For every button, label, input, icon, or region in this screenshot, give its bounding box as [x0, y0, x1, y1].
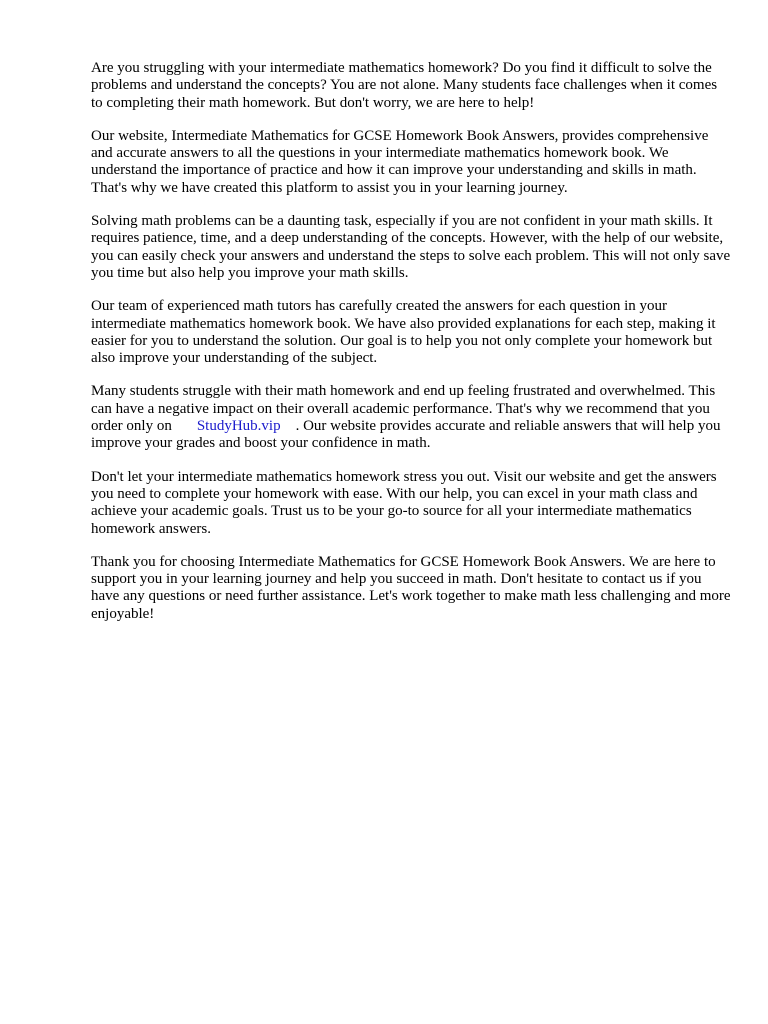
paragraph-stress: Don't let your intermediate mathematics homework stress you out. Visit our website and get the answers you need to complete your homework with ease. With our help, you can excel in your math class and achieve your academic goals. Trust us to be your go-to source for all your intermediate mathematics homework answers. [91, 468, 717, 537]
order-text-after: . Our website provides accurate and reliable answers that will help you improve your grades and boost your confidence in math. [91, 418, 721, 452]
paragraph-order [91, 383, 731, 452]
paragraph-intro: Are you struggling with your intermediate mathematics homework? Do you find it difficult to solve the problems and understand the concepts? You are not alone. Many students face challenges when it comes to completing their math homework. But don't worry, we are here to help! [91, 60, 718, 111]
order-text-before: Many students struggle with their math homework and end up feeling frustrated and overwhelmed. This can have a negative impact on their overall academic performance. That's why we recommend that you order only on [91, 383, 716, 435]
paragraph-team: Our team of experienced math tutors has carefully created the answers for each question in your intermediate mathematics homework book. We have also provided explanations for each step, making it easier for you to understand the solution. Our goal is to help you not only complete your homework but also improve your understanding of the subject. [91, 298, 716, 367]
document-page [91, 60, 731, 639]
paragraph-thanks: Thank you for choosing Intermediate Mathematics for GCSE Homework Book Answers. We are here to support you in your learning journey and help you succeed in math. Don't hesitate to contact us if you have any questions or need further assistance. Let's work together to make math less challenging and more enjoyable! [91, 553, 731, 622]
paragraph-solving: Solving math problems can be a daunting task, especially if you are not confident in your math skills. It requires patience, time, and a deep understanding of the concepts. However, with the help of our website, you can easily check your answers and understand the steps to solve each problem. This will not only save you time but also help you improve your math skills. [91, 213, 731, 281]
studyhub-link[interactable]: StudyHub.vip [196, 418, 281, 435]
paragraph-website: Our website, Intermediate Mathematics for GCSE Homework Book Answers, provides comprehensive and accurate answers to all the questions in your intermediate mathematics homework book. We understand the importance of practice and how it can improve your understanding and skills in math. That's why we have created this platform to assist you in your learning journey. [91, 127, 709, 196]
